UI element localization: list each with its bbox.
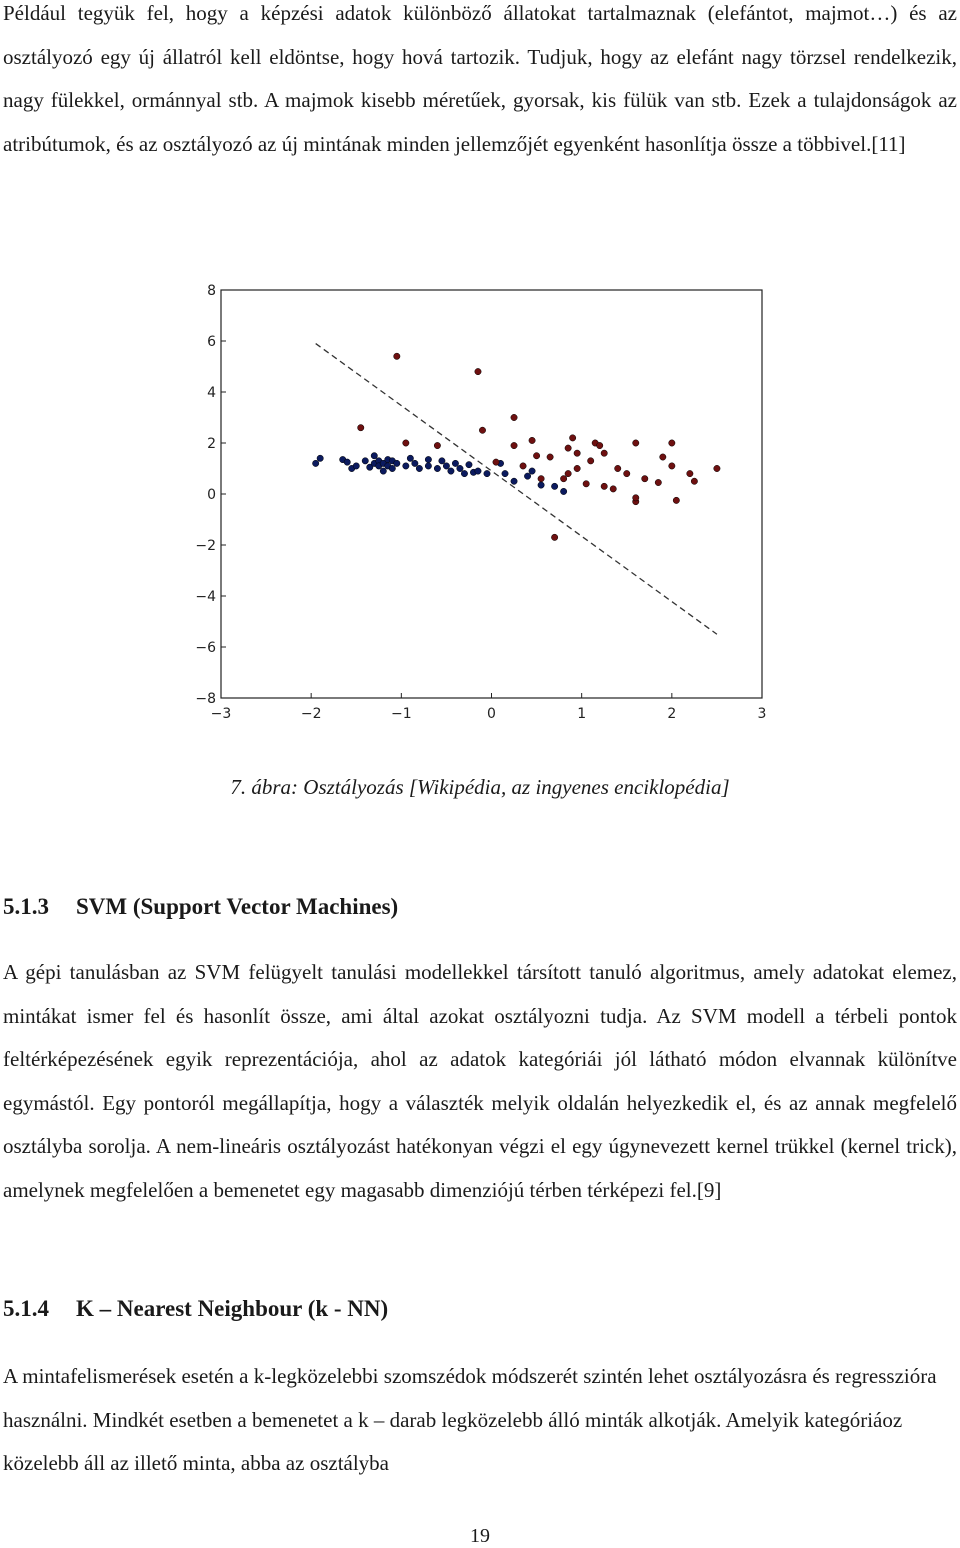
class-b-point — [633, 495, 639, 501]
class-a-point — [403, 463, 409, 469]
class-a-point — [502, 470, 508, 476]
y-tick-label: 0 — [207, 487, 216, 503]
plot-frame — [221, 290, 762, 698]
class-a-point — [389, 465, 395, 471]
class-a-point — [312, 460, 318, 466]
class-b-point — [565, 445, 571, 451]
class-b-point — [615, 465, 621, 471]
class-a-point — [434, 465, 440, 471]
class-a-point — [448, 468, 454, 474]
class-a-point — [371, 453, 377, 459]
knn-paragraph: A mintafelismerések esetén a k-legközelebbi szomszédok módszerét szintén lehet osztályozásra és regresszióra használni. Mindkét esetben a bemenetet a k – darab legközelebb álló minták alkotják. Amelyik kategóriáoz közelebb áll az illető minta, abba az osztályba — [3, 1364, 937, 1475]
y-tick-label: −2 — [195, 538, 216, 554]
class-b-point — [493, 459, 499, 465]
class-b-point — [394, 353, 400, 359]
class-a-point — [380, 468, 386, 474]
class-a-point — [412, 460, 418, 466]
y-tick-label: 4 — [207, 385, 216, 401]
class-b-point — [511, 414, 517, 420]
section-heading-svm — [3, 894, 398, 920]
y-tick-label: −4 — [195, 589, 216, 605]
section-number-svm: 5.1.3 — [3, 894, 49, 919]
intro-paragraph: Például tegyük fel, hogy a képzési adatok különböző állatokat tartalmaznak (elefántot, majmot…) és az osztályozó egy új állatról kell eldöntse, hogy hová tartozik. Tudjuk, hogy az elefánt nagy törzsel rendelkezik, nagy fülekkel, ormánnyal stb. A majmok kisebb méretűek, gyorsak, kis fülük van stb. Ezek a tulajdonságok az atribútumok, és az osztályozó az új mintának minden jellemzőjét egyenként hasonlítja össze a többivel.[11] — [3, 1, 957, 156]
class-b-point — [403, 440, 409, 446]
class-b-point — [597, 442, 603, 448]
section-title-knn: K – Nearest Neighbour (k - NN) — [76, 1296, 389, 1321]
class-b-point — [660, 454, 666, 460]
decision-boundary-line — [316, 344, 717, 635]
class-a-point — [443, 463, 449, 469]
class-a-point — [466, 461, 472, 467]
class-b-point — [633, 440, 639, 446]
class-b-point — [691, 478, 697, 484]
class-b-point — [569, 435, 575, 441]
class-b-point — [610, 486, 616, 492]
class-b-point — [560, 476, 566, 482]
class-b-point — [669, 463, 675, 469]
y-tick-label: −8 — [195, 691, 216, 707]
class-a-point — [425, 463, 431, 469]
class-a-point — [452, 460, 458, 466]
class-a-point — [317, 455, 323, 461]
x-tick-label: −3 — [210, 706, 232, 722]
class-a-point — [439, 458, 445, 464]
x-tick-label: 3 — [757, 706, 767, 722]
class-b-point — [601, 450, 607, 456]
class-b-point — [687, 470, 693, 476]
x-tick-label: −1 — [391, 706, 412, 722]
class-b-point — [574, 450, 580, 456]
class-a-point — [461, 470, 467, 476]
section-heading-knn — [3, 1296, 388, 1322]
class-a-point — [407, 455, 413, 461]
class-a-point — [529, 468, 535, 474]
class-b-point — [624, 470, 630, 476]
class-b-point — [655, 479, 661, 485]
class-b-point — [574, 465, 580, 471]
class-b-point — [714, 465, 720, 471]
class-b-point — [547, 454, 553, 460]
class-a-point — [475, 468, 481, 474]
x-tick-label: 1 — [577, 706, 587, 722]
class-a-point — [560, 488, 566, 494]
class-a-point — [425, 456, 431, 462]
class-b-point — [520, 463, 526, 469]
x-tick-label: −2 — [300, 706, 322, 722]
class-a-point — [362, 458, 368, 464]
class-b-point — [565, 470, 571, 476]
class-b-point — [511, 442, 517, 448]
class-b-point — [642, 476, 648, 482]
class-b-point — [358, 425, 364, 431]
y-tick-label: −6 — [195, 640, 216, 656]
class-a-point — [524, 473, 530, 479]
class-b-point — [533, 453, 539, 459]
classification-scatter-chart — [190, 278, 780, 723]
section-number-knn: 5.1.4 — [3, 1296, 49, 1321]
class-a-point — [416, 465, 422, 471]
svm-paragraph: A gépi tanulásban az SVM felügyelt tanulási modellekkel társított tanuló algoritmus, amely adatokat elemez, mintákat ismer fel és hasonlít össze, ami által azokat osztályozni tudja. Az SVM modell a térbeli pontok feltérképezésének egyik reprezentációja, ahol az adatok kategóriái jól látható módon elvannak különítve egymástól. Egy pontoról megállapítja, hogy a választék melyik oldalán helyezkedik el, és az annak megfelelő osztályba sorolja. A nem-lineáris osztályozást hatékonyan végzi el egy úgynevezett kernel trükkel (kernel trick), amelynek megfelelően a bemenetet egy magasabb dimenziójú térben térképezi fel.[9] — [3, 960, 957, 1202]
y-tick-label: 6 — [207, 334, 216, 350]
class-b-point — [551, 534, 557, 540]
x-tick-label: 0 — [487, 706, 496, 722]
class-b-point — [434, 442, 440, 448]
class-a-point — [457, 465, 463, 471]
class-a-point — [344, 459, 350, 465]
class-a-point — [538, 482, 544, 488]
class-a-point — [511, 478, 517, 484]
x-tick-label: 2 — [667, 706, 677, 722]
class-b-point — [583, 481, 589, 487]
y-tick-label: 8 — [207, 283, 216, 299]
class-b-point — [538, 476, 544, 482]
page-number: 19 — [470, 1525, 490, 1547]
y-tick-label: 2 — [207, 436, 216, 452]
class-b-point — [587, 458, 593, 464]
class-b-point — [475, 368, 481, 374]
class-b-point — [529, 437, 535, 443]
section-title-svm: SVM (Support Vector Machines) — [76, 894, 399, 919]
class-a-point — [484, 470, 490, 476]
class-a-point — [353, 463, 359, 469]
class-b-point — [601, 483, 607, 489]
class-b-point — [479, 427, 485, 433]
figure-caption: 7. ábra: Osztályozás [Wikipédia, az ingyenes enciklopédia] — [230, 775, 730, 799]
class-a-point — [394, 460, 400, 466]
class-b-point — [669, 440, 675, 446]
class-a-point — [551, 483, 557, 489]
class-b-point — [673, 497, 679, 503]
